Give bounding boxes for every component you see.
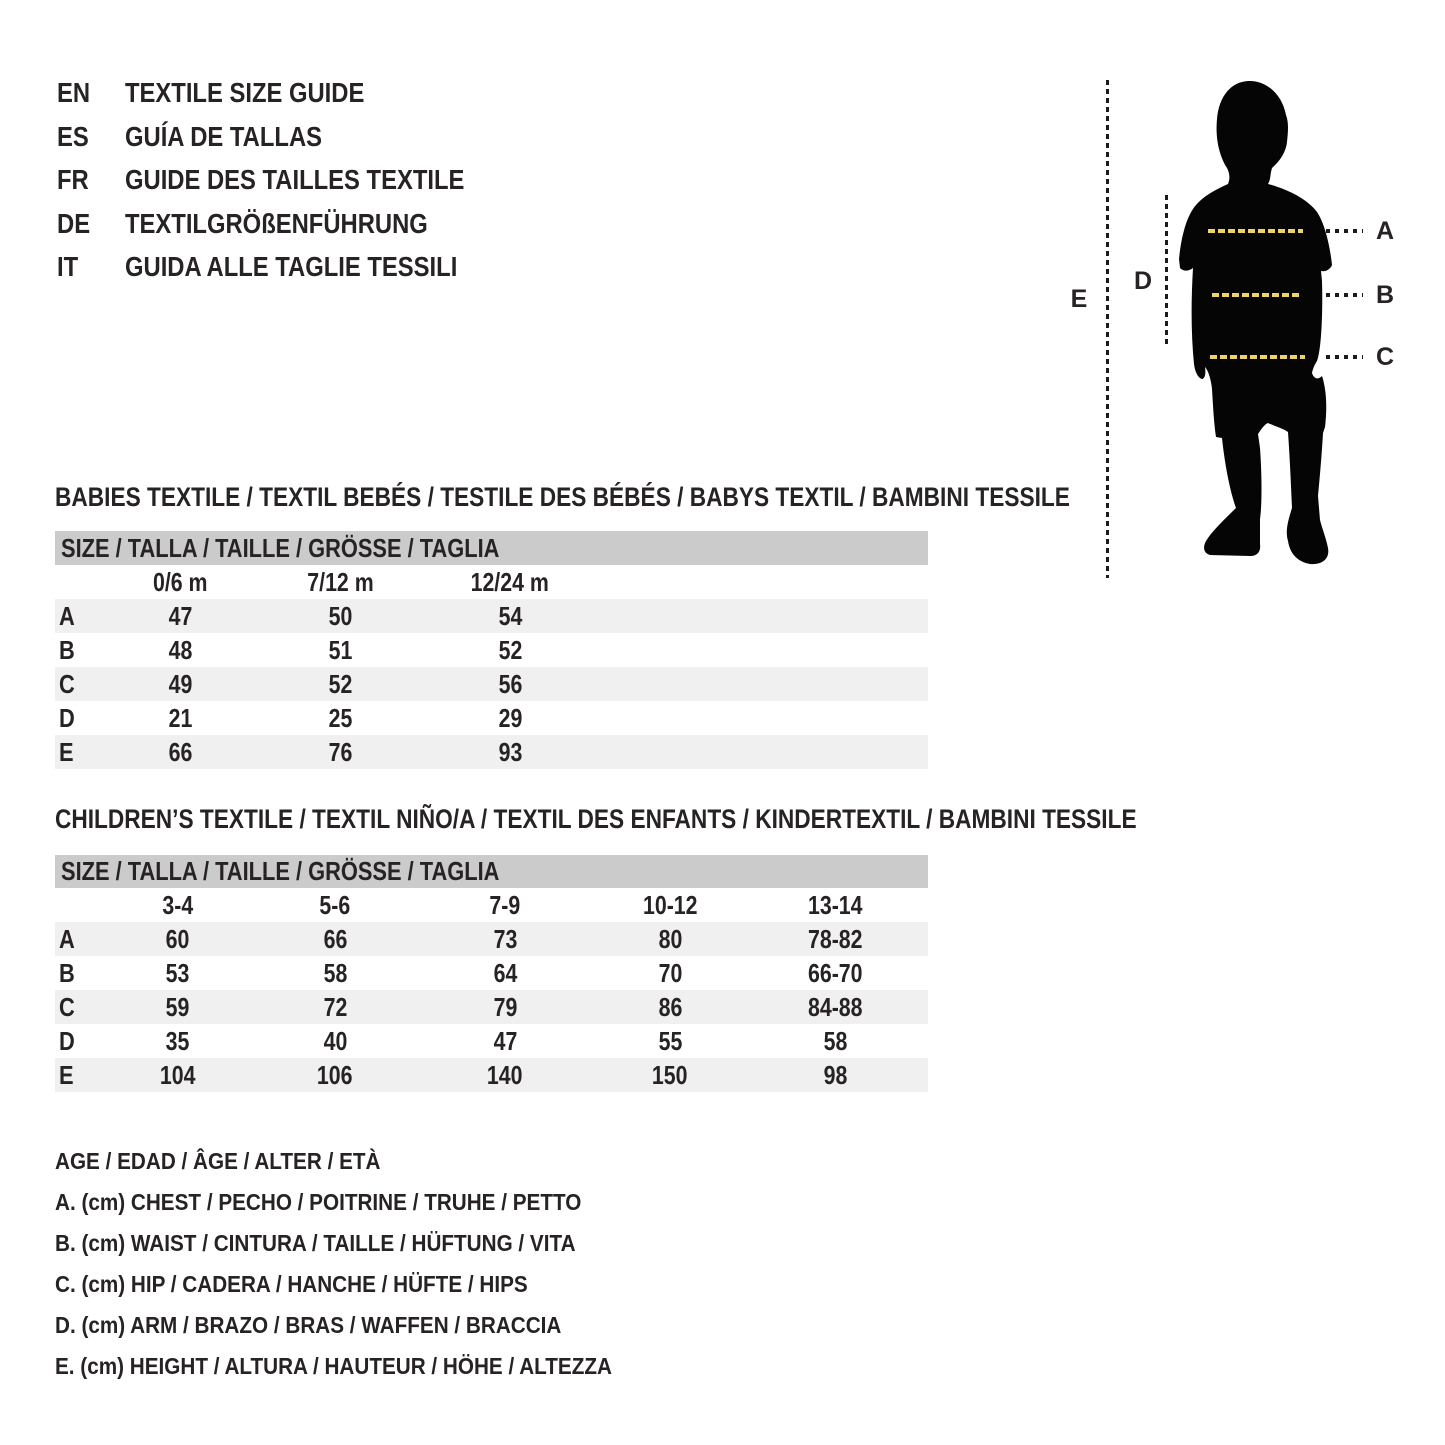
- measure-label-e: E: [1070, 285, 1088, 313]
- table-row: [55, 667, 928, 701]
- lang-code: EN: [57, 77, 91, 108]
- measure-label-b: B: [1375, 281, 1395, 309]
- lang-code: ES: [57, 121, 89, 152]
- legend-line-waist: B. (cm) WAIST / CINTURA / TAILLE / HÜFTUNG / VITA: [55, 1230, 576, 1256]
- lang-code: FR: [57, 164, 89, 195]
- header-row-it: [57, 251, 516, 283]
- row-label: D: [59, 702, 75, 733]
- table-row: [55, 956, 928, 990]
- cell: 56: [498, 668, 522, 699]
- cell: 48: [168, 634, 192, 665]
- table-row: [55, 922, 928, 956]
- cell: 52: [328, 668, 352, 699]
- cell: 93: [498, 736, 522, 767]
- cell: 58: [323, 957, 347, 988]
- cell: 86: [658, 991, 682, 1022]
- children-section-title: CHILDREN’S TEXTILE / TEXTIL NIÑO/A / TEXTIL DES ENFANTS / KINDERTEXTIL / BAMBINI TESSILE: [55, 804, 1137, 834]
- legend-line-age: AGE / EDAD / ÂGE / ALTER / ETÀ: [55, 1148, 381, 1174]
- cell: 52: [498, 634, 522, 665]
- cell: 49: [168, 668, 192, 699]
- cell: 51: [328, 634, 352, 665]
- cell: 50: [328, 600, 352, 631]
- column-header: 0/6 m: [152, 566, 208, 597]
- cell: 73: [493, 923, 517, 954]
- cell: 70: [658, 957, 682, 988]
- legend-line-arm: D. (cm) ARM / BRAZO / BRAS / WAFFEN / BRACCIA: [55, 1312, 562, 1338]
- arm-measure-line-d: [1165, 195, 1168, 348]
- cell: 98: [823, 1059, 847, 1090]
- cell: 72: [323, 991, 347, 1022]
- legend-line-chest: A. (cm) CHEST / PECHO / POITRINE / TRUHE / PETTO: [55, 1189, 582, 1215]
- guide-title: TEXTILGRÖßENFÜHRUNG: [125, 208, 428, 239]
- chest-dash-line: [1208, 229, 1303, 233]
- column-header: 7-9: [489, 889, 521, 920]
- header-row-fr: [57, 164, 524, 196]
- cell: 66: [168, 736, 192, 767]
- children-column-header-row: [55, 888, 928, 922]
- cell: 66-70: [807, 957, 863, 988]
- cell: 54: [498, 600, 522, 631]
- table-row: [55, 990, 928, 1024]
- header-row-en: [57, 77, 407, 109]
- row-label: C: [59, 668, 75, 699]
- cell: 104: [159, 1059, 196, 1090]
- row-label: E: [59, 1059, 74, 1090]
- header-row-de: [57, 208, 481, 240]
- row-label: D: [59, 1025, 75, 1056]
- cell: 58: [823, 1025, 847, 1056]
- measure-label-d: D: [1133, 267, 1153, 295]
- guide-title: GUIDE DES TAILLES TEXTILE: [125, 164, 465, 195]
- measure-label-c: C: [1375, 343, 1395, 371]
- guide-title: TEXTILE SIZE GUIDE: [125, 77, 365, 108]
- babies-column-header-row: [55, 565, 928, 599]
- lang-code: DE: [57, 208, 91, 239]
- row-label: B: [59, 634, 75, 665]
- cell: 150: [652, 1059, 688, 1090]
- cell: 55: [658, 1025, 682, 1056]
- column-header: 12/24 m: [470, 566, 550, 597]
- size-header-bar: SIZE / TALLA / TAILLE / GRÖSSE / TAGLIA: [55, 531, 928, 565]
- hip-leader-line: [1326, 355, 1363, 359]
- cell: 40: [323, 1025, 347, 1056]
- row-label: E: [59, 736, 74, 767]
- row-label: B: [59, 957, 75, 988]
- table-row: [55, 735, 928, 769]
- size-header-bar: SIZE / TALLA / TAILLE / GRÖSSE / TAGLIA: [55, 855, 928, 888]
- column-header: 7/12 m: [306, 566, 374, 597]
- table-row: [55, 1024, 928, 1058]
- cell: 21: [168, 702, 192, 733]
- guide-title: GUIDA ALLE TAGLIE TESSILI: [125, 251, 458, 282]
- cell: 106: [317, 1059, 353, 1090]
- hip-dash-line: [1210, 355, 1305, 359]
- cell: 84-88: [807, 991, 863, 1022]
- column-header: 13-14: [807, 889, 863, 920]
- cell: 25: [328, 702, 352, 733]
- table-row: [55, 633, 928, 667]
- cell: 59: [165, 991, 190, 1022]
- cell: 79: [493, 991, 517, 1022]
- column-header: 3-4: [162, 889, 193, 920]
- cell: 140: [487, 1059, 523, 1090]
- chest-leader-line: [1326, 229, 1363, 233]
- cell: 53: [165, 957, 190, 988]
- column-header: 5-6: [319, 889, 351, 920]
- header-row-es: [57, 121, 357, 153]
- cell: 66: [323, 923, 347, 954]
- children-size-table: [55, 855, 928, 1092]
- cell: 76: [328, 736, 352, 767]
- table-row: [55, 701, 928, 735]
- table-row: [55, 1058, 928, 1092]
- waist-leader-line: [1326, 293, 1363, 297]
- cell: 60: [165, 923, 190, 954]
- cell: 35: [165, 1025, 190, 1056]
- legend-line-height: E. (cm) HEIGHT / ALTURA / HAUTEUR / HÖHE / ALTEZZA: [55, 1353, 612, 1379]
- babies-section-title: BABIES TEXTILE / TEXTIL BEBÉS / TESTILE DES BÉBÉS / BABYS TEXTIL / BAMBINI TESSILE: [55, 482, 1070, 512]
- waist-dash-line: [1212, 293, 1300, 297]
- legend-line-hip: C. (cm) HIP / CADERA / HANCHE / HÜFTE / HIPS: [55, 1271, 528, 1297]
- cell: 47: [168, 600, 192, 631]
- table-row: [55, 599, 928, 633]
- row-label: A: [59, 923, 75, 954]
- cell: 64: [493, 957, 517, 988]
- cell: 47: [493, 1025, 517, 1056]
- babies-size-table: [55, 531, 928, 769]
- cell: 29: [498, 702, 522, 733]
- row-label: A: [59, 600, 75, 631]
- cell: 78-82: [807, 923, 863, 954]
- lang-code: IT: [57, 251, 79, 282]
- row-label: C: [59, 991, 75, 1022]
- cell: 80: [658, 923, 682, 954]
- measure-label-a: A: [1375, 217, 1395, 245]
- column-header: 10-12: [642, 889, 698, 920]
- guide-title: GUÍA DE TALLAS: [125, 121, 323, 152]
